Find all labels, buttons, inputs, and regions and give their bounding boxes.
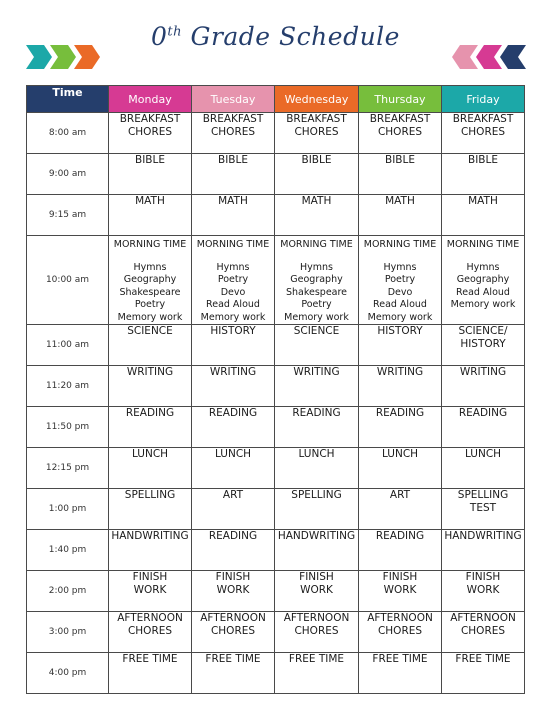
time-header: Time — [27, 86, 109, 113]
schedule-cell — [359, 195, 442, 236]
schedule-cell — [275, 407, 359, 448]
cell-item: Hymns — [466, 261, 500, 273]
table-row — [27, 236, 525, 325]
cell-line: LUNCH — [131, 448, 169, 460]
schedule-cell — [442, 113, 525, 154]
cell-line: READING — [125, 407, 175, 419]
time-cell: 9:15 am — [27, 195, 109, 236]
arrow-chevron-icon — [50, 45, 76, 69]
day-header-wednesday: Wednesday — [275, 86, 359, 113]
arrow-chevron-icon — [74, 45, 100, 69]
cell-line: FREE TIME — [288, 653, 345, 665]
cell-line: CHORES — [460, 624, 506, 637]
table-row — [27, 325, 525, 366]
cell-line: CHORES — [127, 125, 173, 138]
day-header-friday: Friday — [442, 86, 525, 113]
schedule-cell — [192, 154, 275, 195]
cell-line: AFTERNOON — [367, 612, 433, 624]
schedule-cell — [109, 571, 192, 612]
table-row — [27, 653, 525, 694]
left-arrows-decoration — [26, 45, 104, 69]
schedule-cell — [442, 236, 525, 325]
schedule-cell — [192, 236, 275, 325]
schedule-cell — [275, 448, 359, 489]
cell-line: SPELLING — [124, 489, 176, 501]
schedule-cell — [442, 366, 525, 407]
table-row — [27, 530, 525, 571]
schedule-cell — [442, 195, 525, 236]
cell-line: AFTERNOON — [117, 612, 183, 624]
cell-line: WORK — [300, 583, 333, 596]
cell-line: LUNCH — [214, 448, 252, 460]
cell-line: READING — [208, 530, 258, 542]
cell-line: WORK — [466, 583, 500, 596]
schedule-cell — [275, 530, 359, 571]
schedule-cell — [275, 113, 359, 154]
cell-line: HANDWRITING — [277, 530, 356, 542]
schedule-cell — [275, 489, 359, 530]
schedule-cell — [275, 571, 359, 612]
schedule-cell — [109, 653, 192, 694]
cell-heading: MORNING TIME — [446, 239, 520, 250]
cell-line: BIBLE — [385, 154, 415, 166]
schedule-cell — [192, 530, 275, 571]
cell-item: Memory work — [284, 311, 349, 323]
schedule-cell — [442, 612, 525, 653]
time-cell: 11:50 pm — [27, 407, 109, 448]
cell-item: Memory work — [117, 311, 183, 323]
cell-item: Read Aloud — [373, 299, 427, 310]
schedule-cell — [442, 154, 525, 195]
schedule-cell — [109, 612, 192, 653]
cell-line: BIBLE — [468, 154, 498, 166]
cell-item: Poetry — [134, 299, 166, 310]
schedule-cell — [192, 571, 275, 612]
schedule-cell — [442, 571, 525, 612]
cell-item: Read Aloud — [206, 299, 260, 310]
schedule-cell — [442, 489, 525, 530]
cell-item: Hymns — [300, 261, 333, 273]
cell-line: FINISH — [215, 571, 251, 583]
cell-line: CHORES — [294, 125, 339, 138]
table-row — [27, 448, 525, 489]
schedule-cell — [275, 325, 359, 366]
schedule-cell — [192, 113, 275, 154]
cell-heading: MORNING TIME — [280, 239, 353, 250]
cell-item: Hymns — [133, 261, 167, 273]
day-header-monday: Monday — [109, 86, 192, 113]
title-rest: Grade Schedule — [182, 22, 400, 51]
table-row — [27, 195, 525, 236]
schedule-cell — [275, 653, 359, 694]
schedule-cell — [359, 236, 442, 325]
cell-line: HANDWRITING — [444, 530, 522, 542]
schedule-cell — [275, 195, 359, 236]
cell-line: FREE TIME — [372, 653, 428, 665]
cell-line: SCIENCE — [293, 325, 340, 337]
cell-line: FINISH — [299, 571, 334, 583]
title-prefix: 0 — [151, 22, 168, 51]
cell-heading: MORNING TIME — [196, 239, 270, 250]
time-cell: 1:00 pm — [27, 489, 109, 530]
time-cell: 10:00 am — [27, 236, 109, 325]
cell-item-list — [192, 262, 274, 325]
schedule-cell — [109, 530, 192, 571]
schedule-cell — [359, 113, 442, 154]
cell-line: WRITING — [126, 366, 174, 378]
cell-line: CHORES — [294, 624, 339, 637]
cell-line: HISTORY — [377, 325, 423, 337]
cell-line: WORK — [133, 583, 167, 596]
cell-line: SCIENCE/ — [458, 325, 508, 337]
cell-item-list — [359, 262, 441, 325]
schedule-cell — [192, 407, 275, 448]
schedule-cell — [442, 325, 525, 366]
schedule-cell — [109, 325, 192, 366]
table-row — [27, 113, 525, 154]
cell-line: TEST — [469, 501, 497, 514]
cell-line: HISTORY — [210, 325, 256, 337]
cell-heading: MORNING TIME — [113, 239, 187, 250]
header-row — [27, 86, 525, 113]
cell-line: BREAKFAST — [452, 113, 514, 125]
cell-line: MATH — [468, 195, 498, 207]
cell-item-list — [442, 262, 524, 312]
cell-line: WRITING — [209, 366, 257, 378]
cell-line: WORK — [383, 583, 417, 596]
arrow-chevron-icon — [26, 45, 52, 69]
schedule-cell — [359, 325, 442, 366]
schedule-cell — [359, 571, 442, 612]
time-cell: 1:40 pm — [27, 530, 109, 571]
table-row — [27, 612, 525, 653]
schedule-cell — [275, 236, 359, 325]
cell-line: CHORES — [210, 125, 256, 138]
schedule-cell — [442, 653, 525, 694]
cell-line: READING — [292, 407, 341, 419]
table-row — [27, 366, 525, 407]
cell-line: BIBLE — [301, 154, 332, 166]
schedule-cell — [192, 489, 275, 530]
cell-line: AFTERNOON — [283, 612, 350, 624]
schedule-cell — [359, 366, 442, 407]
schedule-cell — [109, 195, 192, 236]
cell-item: Devo — [387, 286, 413, 298]
schedule-cell — [109, 154, 192, 195]
cell-line: CHORES — [210, 624, 256, 637]
cell-line: MATH — [218, 195, 248, 207]
cell-heading: MORNING TIME — [363, 239, 437, 250]
cell-line: HANDWRITING — [111, 530, 189, 542]
cell-line: LUNCH — [298, 448, 335, 460]
time-cell: 8:00 am — [27, 113, 109, 154]
schedule-cell — [359, 448, 442, 489]
cell-line: WRITING — [376, 366, 424, 378]
cell-line: SPELLING — [291, 489, 342, 501]
cell-line: FINISH — [465, 571, 501, 583]
cell-line: MATH — [301, 195, 332, 207]
table-row — [27, 489, 525, 530]
schedule-cell — [109, 366, 192, 407]
cell-line: FREE TIME — [122, 653, 178, 665]
table-row — [27, 571, 525, 612]
cell-line: FINISH — [132, 571, 168, 583]
arrow-chevron-icon — [476, 45, 502, 69]
cell-line: READING — [375, 407, 425, 419]
cell-line: CHORES — [377, 624, 423, 637]
schedule-cell — [192, 612, 275, 653]
time-cell: 11:00 am — [27, 325, 109, 366]
day-header-tuesday: Tuesday — [192, 86, 275, 113]
cell-item: Shakespeare — [285, 286, 348, 298]
schedule-cell — [442, 407, 525, 448]
cell-item: Shakespeare — [119, 286, 181, 298]
cell-line: BREAKFAST — [286, 113, 347, 125]
schedule-cell — [192, 195, 275, 236]
time-cell: 2:00 pm — [27, 571, 109, 612]
cell-item: Poetry — [301, 299, 332, 310]
cell-line: BIBLE — [218, 154, 248, 166]
schedule-table — [26, 85, 525, 694]
title-superscript: th — [167, 24, 183, 40]
cell-line: FREE TIME — [205, 653, 261, 665]
cell-line: WORK — [216, 583, 250, 596]
right-arrows-decoration — [448, 45, 526, 69]
time-cell: 4:00 pm — [27, 653, 109, 694]
cell-line: LUNCH — [464, 448, 502, 460]
time-cell: 12:15 pm — [27, 448, 109, 489]
cell-line: FREE TIME — [455, 653, 511, 665]
schedule-cell — [359, 653, 442, 694]
cell-line: CHORES — [460, 125, 506, 138]
cell-line: BREAKFAST — [202, 113, 264, 125]
arrow-chevron-icon — [452, 45, 478, 69]
schedule-cell — [109, 407, 192, 448]
cell-item: Memory work — [450, 299, 516, 310]
schedule-cell — [359, 489, 442, 530]
cell-item: Geography — [123, 274, 177, 285]
schedule-cell — [275, 612, 359, 653]
cell-item: Poetry — [217, 274, 249, 285]
cell-item: Read Aloud — [456, 286, 510, 298]
cell-item: Geography — [456, 274, 510, 285]
table-row — [27, 154, 525, 195]
schedule-cell — [275, 154, 359, 195]
cell-line: FINISH — [382, 571, 418, 583]
cell-line: CHORES — [127, 624, 173, 637]
cell-line: MATH — [385, 195, 415, 207]
cell-line: ART — [389, 489, 411, 501]
cell-line: AFTERNOON — [450, 612, 516, 624]
schedule-cell — [109, 113, 192, 154]
cell-item: Poetry — [384, 274, 416, 285]
schedule-cell — [359, 407, 442, 448]
cell-line: WRITING — [293, 366, 340, 378]
schedule-cell — [109, 236, 192, 325]
cell-line: READING — [458, 407, 508, 419]
cell-line: WRITING — [459, 366, 507, 378]
cell-line: BIBLE — [135, 154, 165, 166]
schedule-cell — [192, 653, 275, 694]
schedule-body — [27, 113, 525, 694]
time-cell: 11:20 am — [27, 366, 109, 407]
cell-item: Geography — [290, 274, 343, 285]
cell-line: SPELLING — [457, 489, 509, 501]
schedule-cell — [192, 366, 275, 407]
time-cell: 3:00 pm — [27, 612, 109, 653]
cell-line: BREAKFAST — [119, 113, 181, 125]
schedule-cell — [109, 489, 192, 530]
cell-line: READING — [208, 407, 258, 419]
cell-item: Hymns — [216, 261, 250, 273]
cell-line: ART — [222, 489, 244, 501]
schedule-cell — [109, 448, 192, 489]
arrow-chevron-icon — [500, 45, 526, 69]
cell-item-list — [109, 262, 191, 325]
cell-item: Memory work — [200, 311, 266, 323]
schedule-cell — [359, 530, 442, 571]
schedule-cell — [275, 366, 359, 407]
schedule-cell — [359, 612, 442, 653]
cell-line: BREAKFAST — [369, 113, 431, 125]
time-cell: 9:00 am — [27, 154, 109, 195]
schedule-cell — [359, 154, 442, 195]
day-header-thursday: Thursday — [359, 86, 442, 113]
cell-item: Hymns — [383, 261, 417, 273]
cell-line: MATH — [135, 195, 165, 207]
schedule-cell — [192, 448, 275, 489]
cell-line: HISTORY — [460, 337, 506, 350]
table-row — [27, 407, 525, 448]
cell-line: READING — [375, 530, 425, 542]
schedule-cell — [442, 530, 525, 571]
cell-line: CHORES — [377, 125, 423, 138]
cell-line: AFTERNOON — [200, 612, 266, 624]
schedule-cell — [192, 325, 275, 366]
schedule-cell — [442, 448, 525, 489]
cell-item-list — [275, 262, 358, 325]
cell-item: Memory work — [367, 311, 433, 323]
cell-item: Devo — [220, 286, 246, 298]
cell-line: SCIENCE — [127, 325, 173, 337]
cell-line: LUNCH — [381, 448, 419, 460]
